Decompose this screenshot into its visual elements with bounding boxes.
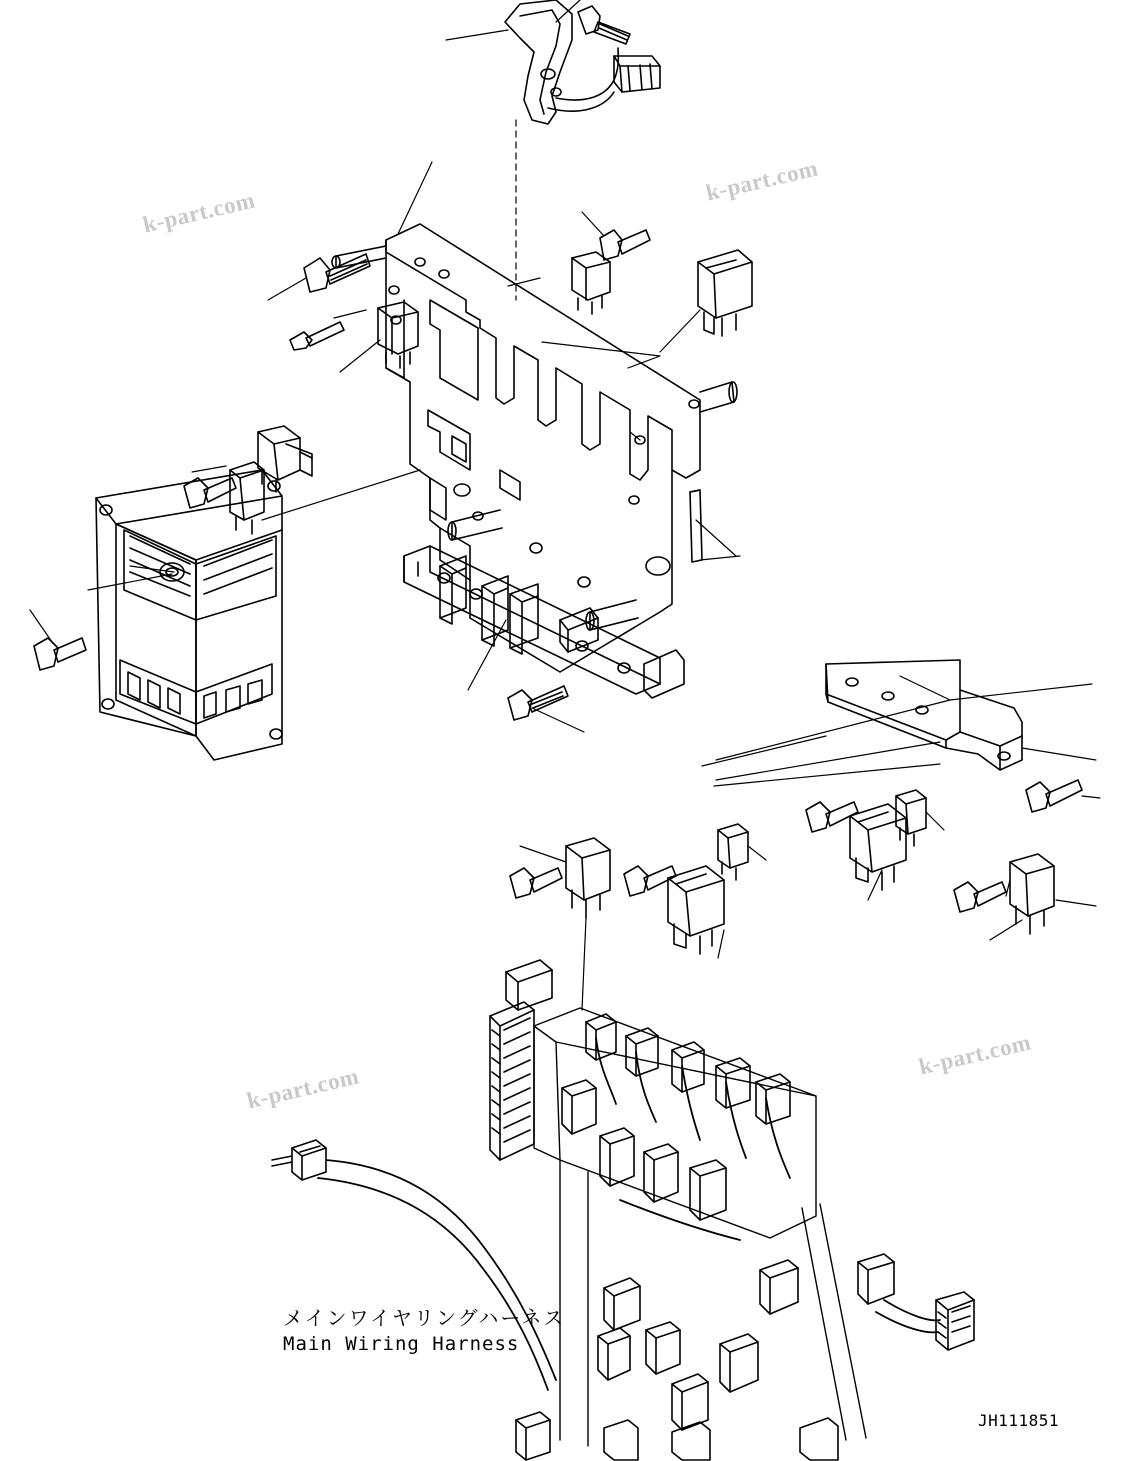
bracket-clip-1 xyxy=(718,824,748,880)
relay-row-3-large xyxy=(850,804,906,890)
long-mounting-rail xyxy=(826,660,1022,770)
relay-row-1 xyxy=(566,838,610,918)
main-mounting-plate xyxy=(332,224,737,672)
relay-left-bracket xyxy=(230,426,312,534)
bolt-lower-bracket xyxy=(508,686,568,720)
drawing-number: JH111851 xyxy=(978,1411,1060,1430)
watermark: k-part.com xyxy=(244,1063,362,1114)
diagram-caption xyxy=(283,1307,703,1355)
relay-right-large xyxy=(698,250,752,336)
relay-on-plate-left xyxy=(378,302,418,368)
top-cover-bracket xyxy=(505,0,660,124)
bolt-plate-upper-left xyxy=(304,254,370,292)
screw-plate-left xyxy=(290,322,344,350)
watermark: k-part.com xyxy=(916,1029,1034,1080)
controller-unit xyxy=(96,470,282,760)
bolt-plate-upper-right xyxy=(600,230,650,260)
caption-japanese: メインワイヤリングハーネス xyxy=(283,1306,566,1330)
caption-english: Main Wiring Harness xyxy=(283,1332,520,1355)
relay-row-4 xyxy=(1010,854,1054,934)
bracket-clip-2 xyxy=(896,790,926,846)
relay-row-2-large xyxy=(668,866,724,954)
bolt-relay-4 xyxy=(954,882,1006,912)
watermark: k-part.com xyxy=(703,155,821,206)
relay-on-plate-middle xyxy=(572,252,610,314)
bolt-relay-1 xyxy=(510,868,562,898)
bolt-top xyxy=(578,6,630,44)
watermark: k-part.com xyxy=(140,187,258,238)
bolt-rail-right xyxy=(1026,780,1082,812)
wiring-harness-assembly xyxy=(272,960,974,1460)
bolt-controller xyxy=(34,638,86,670)
